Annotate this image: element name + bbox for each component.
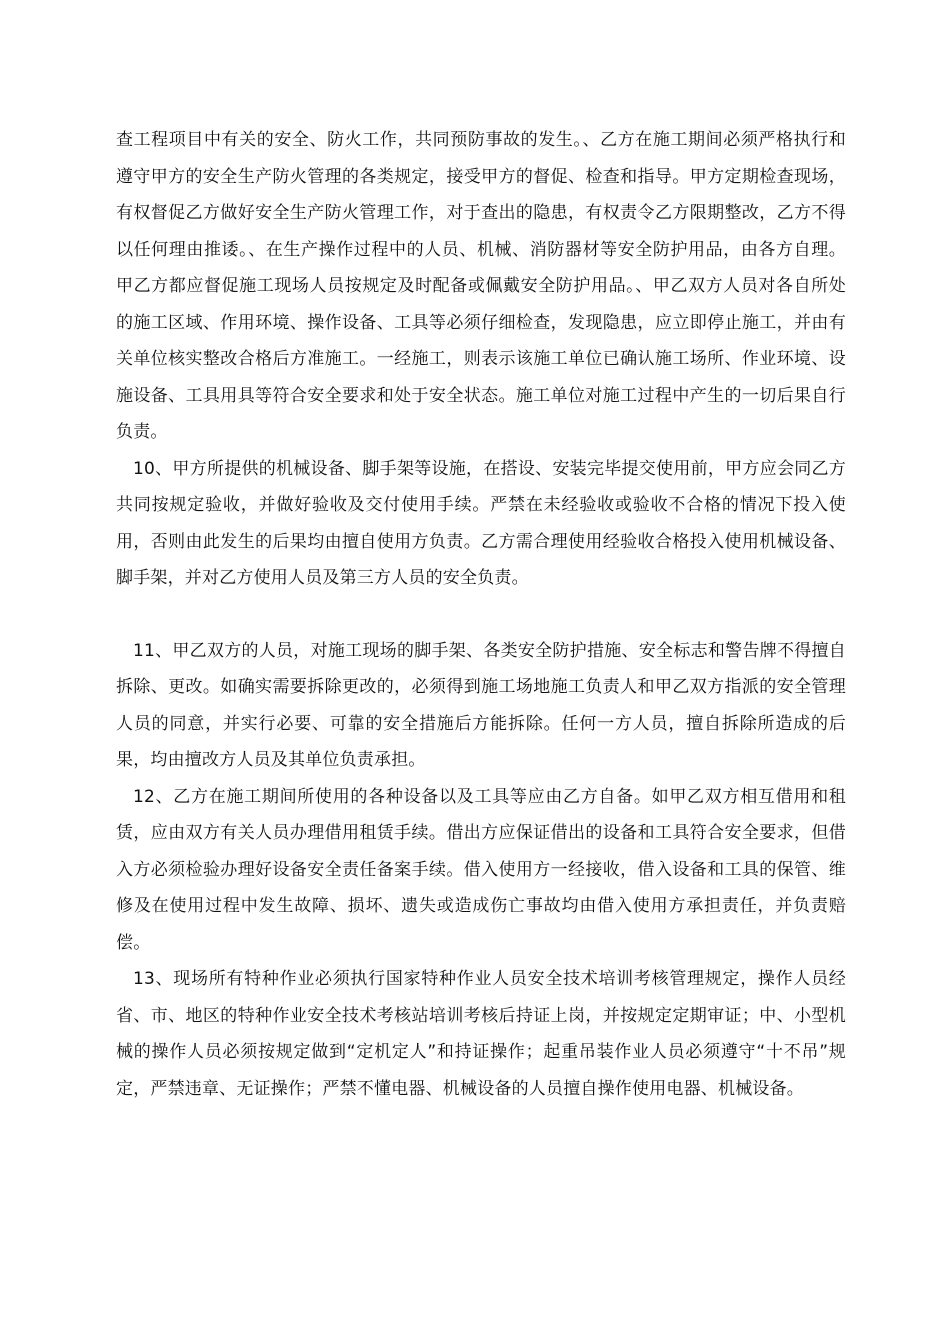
document-body [116,122,846,1107]
paragraph-clause-12: 12、乙方在施工期间所使用的各种设备以及工具等应由乙方自备。如甲乙双方相互借用和租赁，应由双方有关人员办理借用租赁手续。借出方应保证借出的设备和工具符合安全要求，但借入方必须检验办理好设备安全责任备案手续。借入使用方一经接收，借入设备和工具的保管、维修及在使用过程中发生故障、损坏、遗失或造成伤亡事故均由借入使用方承担责任，并负责赔偿。 [116,786,846,953]
paragraph-continuation: 查工程项目中有关的安全、防火工作，共同预防事故的发生。、乙方在施工期间必须严格执行和遵守甲方的安全生产防火管理的各类规定，接受甲方的督促、检查和指导。甲方定期检查现场，有权督促乙方做好安全生产防火管理工作，对于查出的隐患，有权责令乙方限期整改，乙方不得以任何理由推诿。、在生产操作过程中的人员、机械、消防器材等安全防护用品，由各方自理。甲乙方都应督促施工现场人员按规定及时配备或佩戴安全防护用品。、甲乙双方人员对各自所处的施工区域、作用环境、操作设备、工具等必须仔细检查，发现隐患，应立即停止施工，并由有关单位核实整改合格后方准施工。一经施工，则表示该施工单位已确认施工场所、作业环境、设施设备、工具用具等符合安全要求和处于安全状态。施工单位对施工过程中产生的一切后果自行负责。 [116,130,846,442]
paragraph-clause-13: 13、现场所有特种作业必须执行国家特种作业人员安全技术培训考核管理规定，操作人员经省、市、地区的特种作业安全技术考核站培训考核后持证上岗，并按规定定期审证；中、小型机械的操作人员必须按规定做到“定机定人”和持证操作；起重吊装作业人员必须遵守“十不吊”规定，严禁违章、无证操作；严禁不懂电器、机械设备的人员擅自操作使用电器、机械设备。 [116,969,846,1099]
paragraph-clause-10: 10、甲方所提供的机械设备、脚手架等设施，在搭设、安装完毕提交使用前，甲方应会同乙方共同按规定验收，并做好验收及交付使用手续。严禁在未经验收或验收不合格的情况下投入使用，否则由此发生的后果均由擅自使用方负责。乙方需合理使用经验收合格投入使用机械设备、脚手架，并对乙方使用人员及第三方人员的安全负责。 [116,458,846,588]
paragraph-clause-11: 11、甲乙双方的人员，对施工现场的脚手架、各类安全防护措施、安全标志和警告牌不得擅自拆除、更改。如确实需要拆除更改的，必须得到施工场地施工负责人和甲乙双方指派的安全管理人员的同意，并实行必要、可靠的安全措施后方能拆除。任何一方人员，擅自拆除所造成的后果，均由擅改方人员及其单位负责承担。 [116,640,846,770]
